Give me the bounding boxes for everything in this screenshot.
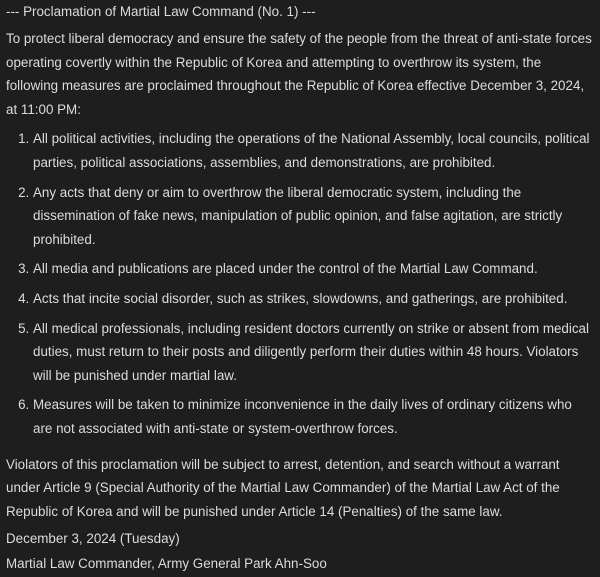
document-heading: --- Proclamation of Martial Law Command (No. 1) --- bbox=[6, 4, 316, 19]
violators-paragraph: Violators of this proclamation will be subject to arrest, detention, and search without a warrant under Article 9 (Special Authority of the Martial Law Commander) of the Martial Law Act of the Republic of Korea and will be punished under Article 14 (Penalties) of the same law. bbox=[6, 456, 560, 519]
signature-line: Martial Law Commander, Army General Park Ahn-Soo bbox=[6, 555, 327, 571]
measure-item: 4. Acts that incite social disorder, such as strikes, slowdowns, and gatherings, are prohibited. bbox=[33, 287, 594, 311]
proclamation-date: December 3, 2024 (Tuesday) bbox=[6, 531, 180, 547]
measure-item: 6. Measures will be taken to minimize inconvenience in the daily lives of ordinary citizens who are not associated with anti-state or system-overthrow forces. bbox=[33, 393, 594, 440]
measure-item: 1. All political activities, including the operations of the National Assembly, local councils, political parties, political associations, assemblies, and demonstrations, are prohibited. bbox=[33, 127, 594, 174]
measure-item: 2. Any acts that deny or aim to overthrow the liberal democratic system, including the dissemination of fake news, manipulation of public opinion, and false agitation, are strictly prohibited. bbox=[33, 181, 594, 252]
intro-paragraph: To protect liberal democracy and ensure the safety of the people from the threat of anti-state forces operating covertly within the Republic of Korea and attempting to overthrow its system, the following measures are proclaimed throughout the Republic of Korea effective December 3, 2024, at 11:00 PM: bbox=[6, 31, 592, 117]
measure-item: 5. All medical professionals, including resident doctors currently on strike or absent from medical duties, must return to their posts and diligently perform their duties within 48 hours. Violators will be punished under martial law. bbox=[33, 317, 594, 388]
measure-item: 3. All media and publications are placed under the control of the Martial Law Command. bbox=[33, 257, 594, 281]
measures-list bbox=[6, 127, 594, 440]
